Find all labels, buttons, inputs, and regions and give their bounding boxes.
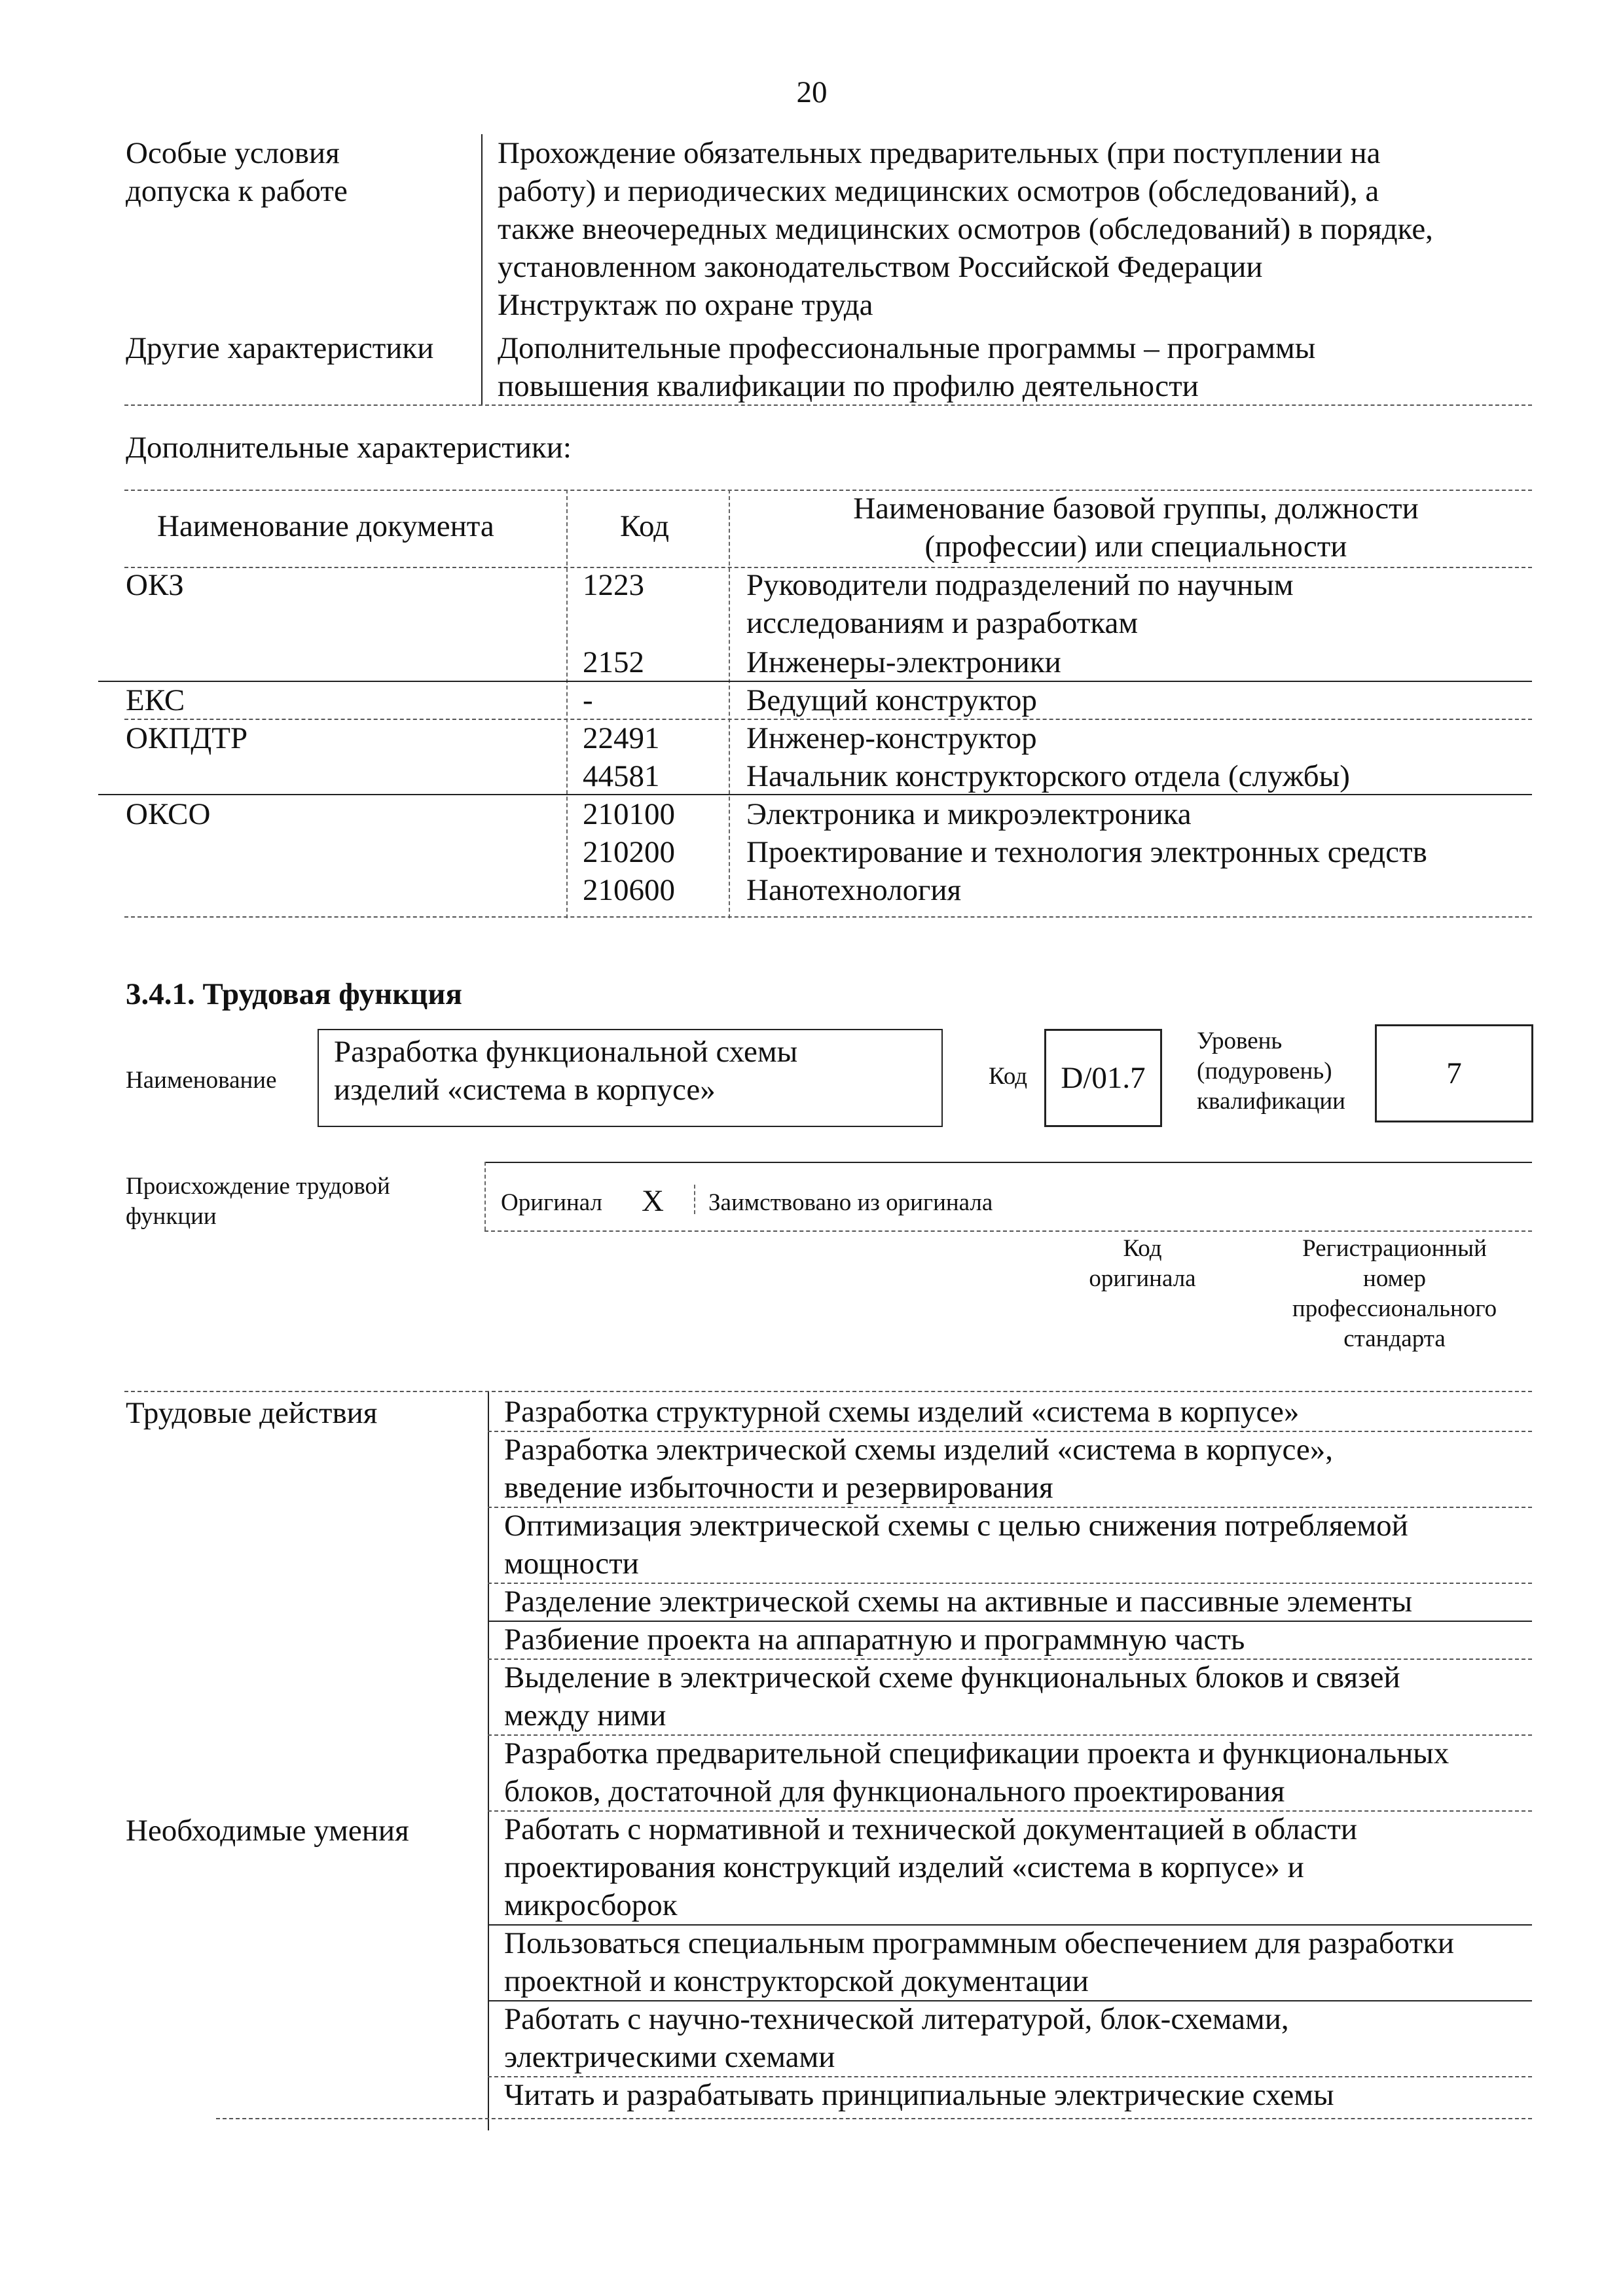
labor-action-item	[504, 1393, 1525, 1431]
row-code: 1223	[583, 568, 644, 602]
condition-label-line: допуска к работе	[126, 174, 348, 208]
page-number: 20	[796, 75, 828, 109]
conditions-divider	[481, 134, 483, 406]
level-label-line: (подуровень)	[1197, 1058, 1332, 1085]
condition-value-line: установленном законодательством Российской Федерации	[498, 250, 1263, 284]
header-code: Код	[620, 509, 670, 543]
skill-item	[504, 1810, 1525, 1924]
origin-reg-line: стандарта	[1343, 1325, 1446, 1352]
labor-action-line: Выделение в электрической схеме функциональных блоков и связей	[504, 1660, 1400, 1695]
labor-action-item	[504, 1507, 1525, 1583]
skill-item	[504, 2000, 1525, 2076]
actions-divider	[488, 1391, 489, 2130]
doc-table-divider-2	[729, 490, 730, 918]
origin-mark: X	[642, 1184, 664, 1218]
row-doc: ОКПДТР	[126, 721, 248, 755]
row-name: Начальник конструкторского отдела (службы)	[746, 759, 1350, 793]
doc-table-bottom-rule	[124, 916, 1532, 918]
labor-action-line: Оптимизация электрической схемы с целью снижения потребляемой	[504, 1509, 1408, 1543]
labor-action-line: Разделение электрической схемы на активные и пассивные элементы	[504, 1585, 1413, 1619]
labor-action-line: блоков, достаточной для функционального проектирования	[504, 1774, 1285, 1808]
condition-value-special	[498, 134, 1519, 324]
origin-reg-line: номер	[1363, 1265, 1426, 1292]
skills-label: Необходимые умения	[126, 1814, 409, 1848]
row-name	[746, 566, 1294, 642]
header-name-line: Наименование базовой группы, должности	[853, 492, 1419, 526]
additional-heading: Дополнительные характеристики:	[126, 431, 572, 465]
row-name: Проектирование и технология электронных средств	[746, 835, 1427, 869]
skill-line: Работать с нормативной и технической документацией в области	[504, 1812, 1358, 1846]
labor-action-line: Разработка предварительной спецификации проекта и функциональных	[504, 1736, 1450, 1770]
row-code: 210200	[583, 835, 675, 869]
skill-line: проектирования конструкций изделий «система в корпусе» и	[504, 1850, 1304, 1884]
row-code: 22491	[583, 721, 660, 755]
labor-action-item	[504, 1583, 1525, 1621]
section-title: 3.4.1. Трудовая функция	[126, 977, 462, 1011]
condition-label-special	[126, 134, 348, 210]
name-label: Наименование	[126, 1067, 277, 1094]
labor-actions-label: Трудовые действия	[126, 1396, 378, 1430]
condition-label-line: Другие характеристики	[126, 331, 434, 365]
level-label	[1197, 1026, 1345, 1117]
header-doc: Наименование документа	[157, 509, 494, 543]
skill-line: Читать и разрабатывать принципиальные электрические схемы	[504, 2078, 1334, 2112]
level-label-line: Уровень	[1197, 1028, 1283, 1054]
header-name-line: (профессии) или специальности	[924, 529, 1347, 564]
skill-line: проектной и конструкторской документации	[504, 1964, 1089, 1998]
origin-label-line: функции	[126, 1203, 217, 1230]
row-name: Нанотехнология	[746, 873, 962, 907]
header-name	[746, 490, 1525, 565]
origin-code-line: Код	[1123, 1235, 1162, 1262]
function-name-line: Разработка функциональной схемы	[334, 1035, 798, 1069]
condition-value-line: Дополнительные профессиональные программы – программы	[498, 331, 1316, 365]
condition-label-other	[126, 329, 433, 367]
row-code: 44581	[583, 759, 660, 793]
row-name: Ведущий конструктор	[746, 683, 1037, 717]
row-name-line: Руководители подразделений по научным	[746, 568, 1294, 602]
condition-value-line: повышения квалификации по профилю деятельности	[498, 369, 1199, 403]
origin-borrowed: Заимствовано из оригинала	[708, 1189, 993, 1216]
doc-table-divider-1	[566, 490, 568, 918]
code-label: Код	[989, 1063, 1028, 1090]
origin-label	[126, 1172, 390, 1232]
labor-action-line: Разработка структурной схемы изделий «система в корпусе»	[504, 1395, 1300, 1429]
level-label-line: квалификации	[1197, 1088, 1345, 1115]
labor-action-item	[504, 1621, 1525, 1659]
row-code: 210600	[583, 873, 675, 907]
row-doc: ОКСО	[126, 797, 211, 831]
function-name-line: изделий «система в корпусе»	[334, 1073, 716, 1107]
labor-action-line: между ними	[504, 1698, 666, 1732]
row-name: Инженер-конструктор	[746, 721, 1037, 755]
labor-action-line: введение избыточности и резервирования	[504, 1471, 1053, 1505]
origin-top-rule	[484, 1162, 1532, 1163]
labor-action-line: мощности	[504, 1547, 639, 1581]
labor-action-item	[504, 1734, 1525, 1810]
origin-code-line: оригинала	[1089, 1265, 1196, 1292]
row-doc: ОКЗ	[126, 568, 184, 602]
row-doc: ЕКС	[126, 683, 185, 717]
skill-item	[504, 2076, 1525, 2114]
row-name-line: исследованиям и разработкам	[746, 606, 1139, 640]
origin-reg-line: Регистрационный	[1302, 1235, 1487, 1262]
origin-label-line: Происхождение трудовой	[126, 1173, 390, 1200]
row-name: Электроника и микроэлектроника	[746, 797, 1192, 831]
skill-line: электрическими схемами	[504, 2040, 835, 2074]
level-value: 7	[1375, 1024, 1533, 1122]
origin-left-rule	[484, 1162, 486, 1230]
row-code: 2152	[583, 645, 644, 679]
labor-action-item	[504, 1659, 1525, 1734]
skill-line: Работать с научно-технической литературой, блок-схемами,	[504, 2002, 1289, 2036]
actions-top-rule	[124, 1391, 1532, 1392]
condition-value-line: также внеочередных медицинских осмотров (обследований) в порядке,	[498, 212, 1433, 246]
row-name: Инженеры-электроники	[746, 645, 1061, 679]
condition-value-other	[498, 329, 1519, 405]
function-name	[334, 1033, 797, 1109]
origin-mid-rule	[484, 1230, 1532, 1232]
skill-item	[504, 1924, 1525, 2000]
skill-line: микросборок	[504, 1888, 678, 1922]
origin-code	[1061, 1234, 1224, 1294]
actions-bottom-rule	[216, 2118, 1532, 2119]
row-code: 210100	[583, 797, 675, 831]
condition-value-line: работу) и периодических медицинских осмотров (обследований), а	[498, 174, 1379, 208]
skill-line: Пользоваться специальным программным обеспечением для разработки	[504, 1926, 1455, 1960]
row-code: -	[583, 683, 593, 717]
code-value: D/01.7	[1044, 1029, 1162, 1127]
condition-label-line: Особые условия	[126, 136, 340, 170]
origin-reg-line: профессионального	[1292, 1295, 1497, 1322]
origin-original: Оригинал	[501, 1189, 603, 1216]
condition-value-line: Прохождение обязательных предварительных (при поступлении на	[498, 136, 1381, 170]
origin-divider	[694, 1185, 695, 1214]
labor-action-item	[504, 1431, 1525, 1507]
origin-reg-number	[1257, 1234, 1532, 1354]
labor-action-line: Разбиение проекта на аппаратную и программную часть	[504, 1623, 1245, 1657]
labor-action-line: Разработка электрической схемы изделий «система в корпусе»,	[504, 1433, 1334, 1467]
condition-value-line: Инструктаж по охране труда	[498, 288, 873, 322]
